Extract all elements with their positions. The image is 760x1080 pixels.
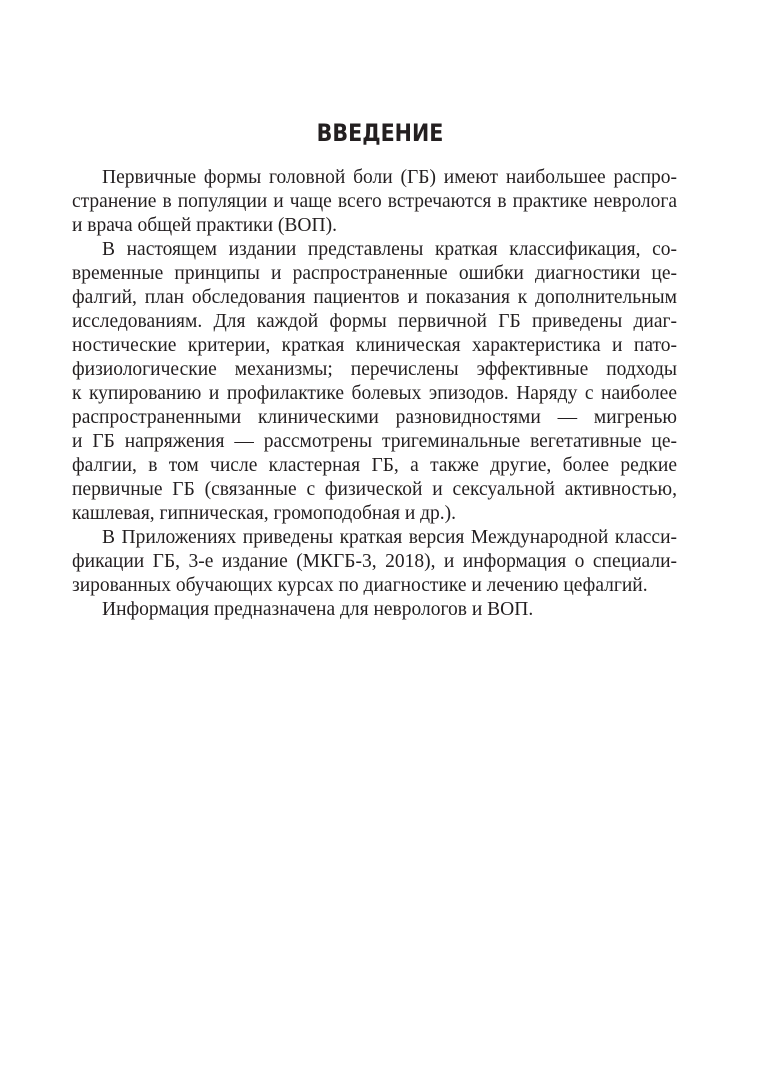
text-line: ностические критерии, краткая клиническая характеристика и пато- [72, 335, 677, 356]
text-line: первичные ГБ (связанные с физической и сексуальной активностью, [72, 479, 677, 500]
text-line: временные принципы и распространенные ошибки диагностики це- [72, 263, 677, 284]
text-line: фалгии, в том числе кластерная ГБ, а также другие, более редкие [72, 455, 677, 476]
text-line: странение в популяции и чаще всего встречаются в практике невролога [72, 191, 677, 212]
text-line: зированных обучающих курсах по диагностике и лечению цефалгий. [72, 575, 648, 596]
text-line: исследованиям. Для каждой формы первичной ГБ приведены диаг- [72, 311, 677, 332]
text-line: и ГБ напряжения — рассмотрены тригеминальные вегетативные це- [72, 431, 677, 452]
text-line: фалгий, план обследования пациентов и показания к дополнительным [72, 287, 677, 308]
text-line: и врача общей практики (ВОП). [72, 215, 337, 236]
text-line: Первичные формы головной боли (ГБ) имеют наибольшее распро- [102, 167, 677, 188]
text-line: В Приложениях приведены краткая версия Международной класси- [102, 527, 677, 548]
text-line: физиологические механизмы; перечислены эффективные подходы [72, 359, 677, 380]
page-title: ВВЕДЕНИЕ [316, 119, 444, 147]
text-line: к купированию и профилактике болевых эпизодов. Наряду с наиболее [72, 383, 677, 404]
text-line: распространенными клиническими разновидностями — мигренью [72, 407, 677, 428]
text-line: кашлевая, гипническая, громоподобная и др.). [72, 503, 457, 524]
text-line: Информация предназначена для неврологов и ВОП. [102, 599, 534, 620]
text-line: фикации ГБ, 3-е издание (МКГБ-3, 2018), и информация о специали- [72, 551, 677, 572]
text-line: В настоящем издании представлены краткая классификация, со- [102, 239, 677, 260]
